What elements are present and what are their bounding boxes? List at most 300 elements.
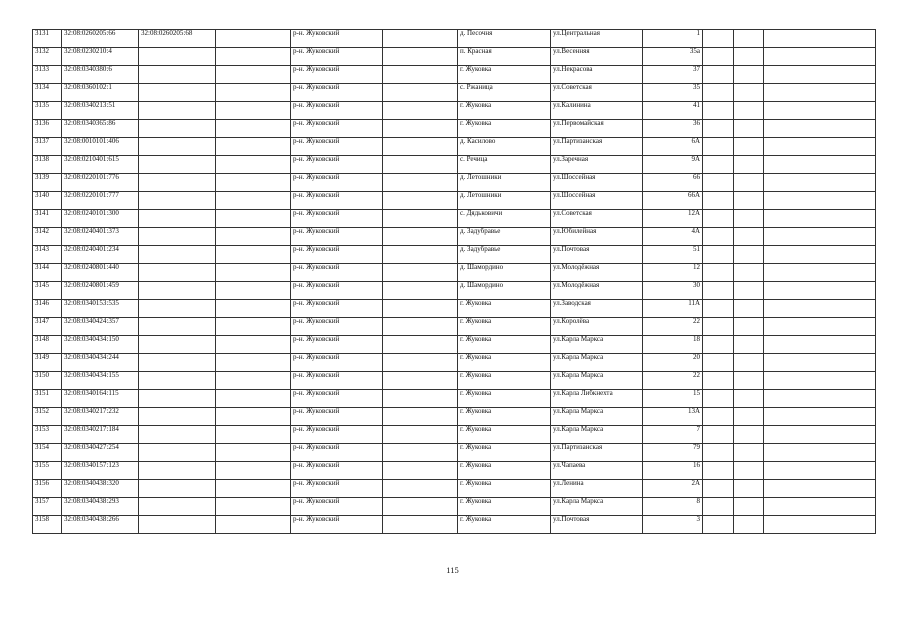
locality-cell: г. Жуковка [458,336,551,354]
cadastral-number-cell: 32:08:0240401:373 [62,228,139,246]
cadastral-number-cell: 32:08:0240801:440 [62,264,139,282]
empty-cell [734,480,764,498]
empty-cell [383,282,458,300]
house-number-cell: 35а [643,48,703,66]
linked-cadastral-number-cell [139,264,216,282]
house-number-cell: 4А [643,228,703,246]
empty-cell [383,48,458,66]
empty-cell [734,372,764,390]
empty-cell [216,408,291,426]
district-cell: р-н. Жуковский [291,156,383,174]
district-cell: р-н. Жуковский [291,210,383,228]
cadastral-number-cell: 32:08:0340164:115 [62,390,139,408]
district-cell: р-н. Жуковский [291,498,383,516]
empty-cell [764,282,876,300]
cadastral-number-cell: 32:08:0340217:184 [62,426,139,444]
empty-cell [734,516,764,534]
empty-cell [703,480,734,498]
street-cell: ул.Королёва [551,318,643,336]
house-number-cell: 7 [643,426,703,444]
cadastral-number-cell: 32:08:0340438:320 [62,480,139,498]
district-cell: р-н. Жуковский [291,444,383,462]
table-row [33,174,876,192]
house-number-cell: 8 [643,498,703,516]
empty-cell [703,102,734,120]
empty-cell [734,102,764,120]
empty-cell [383,264,458,282]
cadastral-number-cell: 32:08:0340217:232 [62,408,139,426]
house-number-cell: 66 [643,174,703,192]
street-cell: ул.Советская [551,210,643,228]
locality-cell: д. Задубравье [458,228,551,246]
cadastral-number-cell: 32:08:0340434:150 [62,336,139,354]
empty-cell [383,318,458,336]
table-row [33,210,876,228]
table-row [33,498,876,516]
row-number-cell: 3156 [33,480,62,498]
empty-cell [734,408,764,426]
cadastral-number-cell: 32:08:0340438:266 [62,516,139,534]
empty-cell [764,426,876,444]
table-row [33,192,876,210]
empty-cell [734,156,764,174]
street-cell: ул.Карла Маркса [551,498,643,516]
locality-cell: г. Жуковка [458,354,551,372]
table-row [33,102,876,120]
empty-cell [383,498,458,516]
house-number-cell: 13А [643,408,703,426]
empty-cell [216,192,291,210]
house-number-cell: 22 [643,318,703,336]
linked-cadastral-number-cell [139,210,216,228]
cadastral-number-cell: 32:08:0340434:155 [62,372,139,390]
linked-cadastral-number-cell [139,480,216,498]
row-number-cell: 3137 [33,138,62,156]
empty-cell [703,246,734,264]
empty-cell [734,228,764,246]
empty-cell [703,282,734,300]
street-cell: ул.Молодёжная [551,264,643,282]
house-number-cell: 41 [643,102,703,120]
empty-cell [764,516,876,534]
linked-cadastral-number-cell [139,426,216,444]
linked-cadastral-number-cell [139,444,216,462]
empty-cell [383,30,458,48]
table-row [33,156,876,174]
cadastral-number-cell: 32:08:0340365:86 [62,120,139,138]
empty-cell [703,408,734,426]
cadastral-number-cell: 32:08:0240101:300 [62,210,139,228]
house-number-cell: 12А [643,210,703,228]
empty-cell [216,282,291,300]
empty-cell [216,480,291,498]
street-cell: ул.Юбилейная [551,228,643,246]
district-cell: р-н. Жуковский [291,174,383,192]
empty-cell [764,174,876,192]
table-row [33,282,876,300]
empty-cell [216,30,291,48]
district-cell: р-н. Жуковский [291,66,383,84]
empty-cell [216,444,291,462]
district-cell: р-н. Жуковский [291,408,383,426]
district-cell: р-н. Жуковский [291,462,383,480]
empty-cell [734,282,764,300]
district-cell: р-н. Жуковский [291,480,383,498]
table-row [33,138,876,156]
district-cell: р-н. Жуковский [291,516,383,534]
street-cell: ул.Некрасова [551,66,643,84]
empty-cell [216,84,291,102]
row-number-cell: 3135 [33,102,62,120]
empty-cell [383,174,458,192]
street-cell: ул.Заводская [551,300,643,318]
house-number-cell: 35 [643,84,703,102]
empty-cell [703,228,734,246]
empty-cell [216,372,291,390]
empty-cell [734,210,764,228]
empty-cell [216,354,291,372]
empty-cell [216,120,291,138]
street-cell: ул.Карла Маркса [551,408,643,426]
empty-cell [734,336,764,354]
empty-cell [216,318,291,336]
row-number-cell: 3136 [33,120,62,138]
locality-cell: д. Летошники [458,174,551,192]
table-row [33,228,876,246]
street-cell: ул.Карла Маркса [551,426,643,444]
street-cell: ул.Шоссейная [551,192,643,210]
street-cell: ул.Советская [551,84,643,102]
empty-cell [703,210,734,228]
empty-cell [703,120,734,138]
empty-cell [734,264,764,282]
row-number-cell: 3146 [33,300,62,318]
empty-cell [734,30,764,48]
empty-cell [216,426,291,444]
cadastral-number-cell: 32:08:0220101:776 [62,174,139,192]
empty-cell [764,48,876,66]
empty-cell [383,210,458,228]
house-number-cell: 66А [643,192,703,210]
district-cell: р-н. Жуковский [291,372,383,390]
district-cell: р-н. Жуковский [291,336,383,354]
empty-cell [734,390,764,408]
cadastral-number-cell: 32:08:0340153:535 [62,300,139,318]
cadastral-number-cell: 32:08:0340157:123 [62,462,139,480]
empty-cell [764,444,876,462]
row-number-cell: 3139 [33,174,62,192]
empty-cell [764,138,876,156]
empty-cell [764,84,876,102]
locality-cell: г. Жуковка [458,318,551,336]
row-number-cell: 3157 [33,498,62,516]
empty-cell [383,102,458,120]
table-row [33,336,876,354]
district-cell: р-н. Жуковский [291,318,383,336]
empty-cell [764,264,876,282]
empty-cell [703,426,734,444]
row-number-cell: 3148 [33,336,62,354]
empty-cell [734,66,764,84]
cadastral-number-cell: 32:08:0360102:1 [62,84,139,102]
linked-cadastral-number-cell [139,300,216,318]
empty-cell [764,354,876,372]
row-number-cell: 3145 [33,282,62,300]
empty-cell [383,480,458,498]
cadastral-number-cell: 32:08:0340380:6 [62,66,139,84]
linked-cadastral-number-cell [139,372,216,390]
empty-cell [383,426,458,444]
locality-cell: г. Жуковка [458,390,551,408]
empty-cell [764,30,876,48]
linked-cadastral-number-cell [139,66,216,84]
empty-cell [703,498,734,516]
empty-cell [734,138,764,156]
linked-cadastral-number-cell [139,408,216,426]
table-row [33,300,876,318]
cadastral-number-cell: 32:08:0340213:51 [62,102,139,120]
linked-cadastral-number-cell [139,138,216,156]
house-number-cell: 37 [643,66,703,84]
cadastral-number-cell: 32:08:0010101:406 [62,138,139,156]
locality-cell: с. Дядьковичи [458,210,551,228]
linked-cadastral-number-cell: 32:08:0260205:68 [139,30,216,48]
empty-cell [383,516,458,534]
district-cell: р-н. Жуковский [291,282,383,300]
empty-cell [734,246,764,264]
district-cell: р-н. Жуковский [291,84,383,102]
linked-cadastral-number-cell [139,156,216,174]
house-number-cell: 12 [643,264,703,282]
empty-cell [383,120,458,138]
empty-cell [383,354,458,372]
empty-cell [216,210,291,228]
row-number-cell: 3151 [33,390,62,408]
district-cell: р-н. Жуковский [291,120,383,138]
street-cell: ул.Почтовая [551,516,643,534]
empty-cell [764,480,876,498]
district-cell: р-н. Жуковский [291,390,383,408]
table-row [33,318,876,336]
cadastral-number-cell: 32:08:0340424:357 [62,318,139,336]
street-cell: ул.Партизанская [551,138,643,156]
locality-cell: д. Шамордино [458,282,551,300]
table-row [33,444,876,462]
locality-cell: д. Песочня [458,30,551,48]
table-row [33,462,876,480]
empty-cell [703,84,734,102]
empty-cell [216,498,291,516]
district-cell: р-н. Жуковский [291,228,383,246]
table-row [33,246,876,264]
empty-cell [703,516,734,534]
empty-cell [216,228,291,246]
row-number-cell: 3133 [33,66,62,84]
empty-cell [734,444,764,462]
table-row [33,372,876,390]
linked-cadastral-number-cell [139,192,216,210]
street-cell: ул.Заречная [551,156,643,174]
empty-cell [383,246,458,264]
empty-cell [734,48,764,66]
house-number-cell: 36 [643,120,703,138]
row-number-cell: 3138 [33,156,62,174]
table-row [33,354,876,372]
empty-cell [734,192,764,210]
empty-cell [216,246,291,264]
cadastral-number-cell: 32:08:0340434:244 [62,354,139,372]
locality-cell: д. Летошники [458,192,551,210]
empty-cell [764,66,876,84]
registry-table [32,29,876,534]
table-row [33,390,876,408]
row-number-cell: 3158 [33,516,62,534]
row-number-cell: 3153 [33,426,62,444]
row-number-cell: 3147 [33,318,62,336]
street-cell: ул.Почтовая [551,246,643,264]
empty-cell [764,210,876,228]
empty-cell [764,102,876,120]
empty-cell [764,120,876,138]
street-cell: ул.Шоссейная [551,174,643,192]
empty-cell [216,174,291,192]
street-cell: ул.Весенняя [551,48,643,66]
table-row [33,30,876,48]
locality-cell: п. Красная [458,48,551,66]
empty-cell [216,516,291,534]
table-row [33,516,876,534]
empty-cell [383,390,458,408]
empty-cell [216,336,291,354]
empty-cell [764,318,876,336]
empty-cell [703,48,734,66]
empty-cell [734,120,764,138]
empty-cell [216,66,291,84]
empty-cell [703,336,734,354]
linked-cadastral-number-cell [139,282,216,300]
linked-cadastral-number-cell [139,174,216,192]
empty-cell [703,264,734,282]
locality-cell: г. Жуковка [458,102,551,120]
row-number-cell: 3143 [33,246,62,264]
empty-cell [703,444,734,462]
locality-cell: г. Жуковка [458,480,551,498]
house-number-cell: 3 [643,516,703,534]
empty-cell [703,30,734,48]
linked-cadastral-number-cell [139,246,216,264]
linked-cadastral-number-cell [139,390,216,408]
empty-cell [703,390,734,408]
empty-cell [734,174,764,192]
house-number-cell: 2А [643,480,703,498]
empty-cell [383,408,458,426]
street-cell: ул.Карла Маркса [551,372,643,390]
row-number-cell: 3152 [33,408,62,426]
row-number-cell: 3141 [33,210,62,228]
empty-cell [764,336,876,354]
empty-cell [734,462,764,480]
empty-cell [216,48,291,66]
table-row [33,408,876,426]
empty-cell [703,138,734,156]
locality-cell: г. Жуковка [458,300,551,318]
empty-cell [703,174,734,192]
row-number-cell: 3150 [33,372,62,390]
linked-cadastral-number-cell [139,462,216,480]
cadastral-number-cell: 32:08:0210401:615 [62,156,139,174]
table-row [33,84,876,102]
cadastral-number-cell: 32:08:0220101:777 [62,192,139,210]
street-cell: ул.Чапаева [551,462,643,480]
empty-cell [764,372,876,390]
district-cell: р-н. Жуковский [291,102,383,120]
empty-cell [764,156,876,174]
cadastral-number-cell: 32:08:0340427:254 [62,444,139,462]
empty-cell [216,156,291,174]
empty-cell [703,372,734,390]
empty-cell [216,390,291,408]
linked-cadastral-number-cell [139,120,216,138]
locality-cell: д. Задубравье [458,246,551,264]
locality-cell: г. Жуковка [458,426,551,444]
empty-cell [764,498,876,516]
empty-cell [764,246,876,264]
district-cell: р-н. Жуковский [291,138,383,156]
cadastral-number-cell: 32:08:0340438:293 [62,498,139,516]
empty-cell [383,228,458,246]
locality-cell: г. Жуковка [458,444,551,462]
district-cell: р-н. Жуковский [291,300,383,318]
locality-cell: г. Жуковка [458,462,551,480]
cadastral-number-cell: 32:08:0240801:459 [62,282,139,300]
empty-cell [734,318,764,336]
empty-cell [383,372,458,390]
locality-cell: д. Шамордино [458,264,551,282]
empty-cell [383,300,458,318]
cadastral-number-cell: 32:08:0260205:66 [62,30,139,48]
row-number-cell: 3149 [33,354,62,372]
empty-cell [383,84,458,102]
row-number-cell: 3140 [33,192,62,210]
empty-cell [216,300,291,318]
locality-cell: г. Жуковка [458,120,551,138]
empty-cell [764,192,876,210]
empty-cell [383,66,458,84]
empty-cell [216,102,291,120]
row-number-cell: 3142 [33,228,62,246]
house-number-cell: 51 [643,246,703,264]
row-number-cell: 3134 [33,84,62,102]
district-cell: р-н. Жуковский [291,354,383,372]
table-row [33,426,876,444]
locality-cell: г. Жуковка [458,66,551,84]
street-cell: ул.Калинина [551,102,643,120]
cadastral-number-cell: 32:08:0230210:4 [62,48,139,66]
empty-cell [216,462,291,480]
row-number-cell: 3155 [33,462,62,480]
street-cell: ул.Ленина [551,480,643,498]
empty-cell [216,264,291,282]
empty-cell [383,336,458,354]
row-number-cell: 3132 [33,48,62,66]
empty-cell [383,444,458,462]
empty-cell [703,318,734,336]
linked-cadastral-number-cell [139,318,216,336]
locality-cell: г. Жуковка [458,498,551,516]
empty-cell [703,66,734,84]
table-row [33,264,876,282]
street-cell: ул.Первомайская [551,120,643,138]
